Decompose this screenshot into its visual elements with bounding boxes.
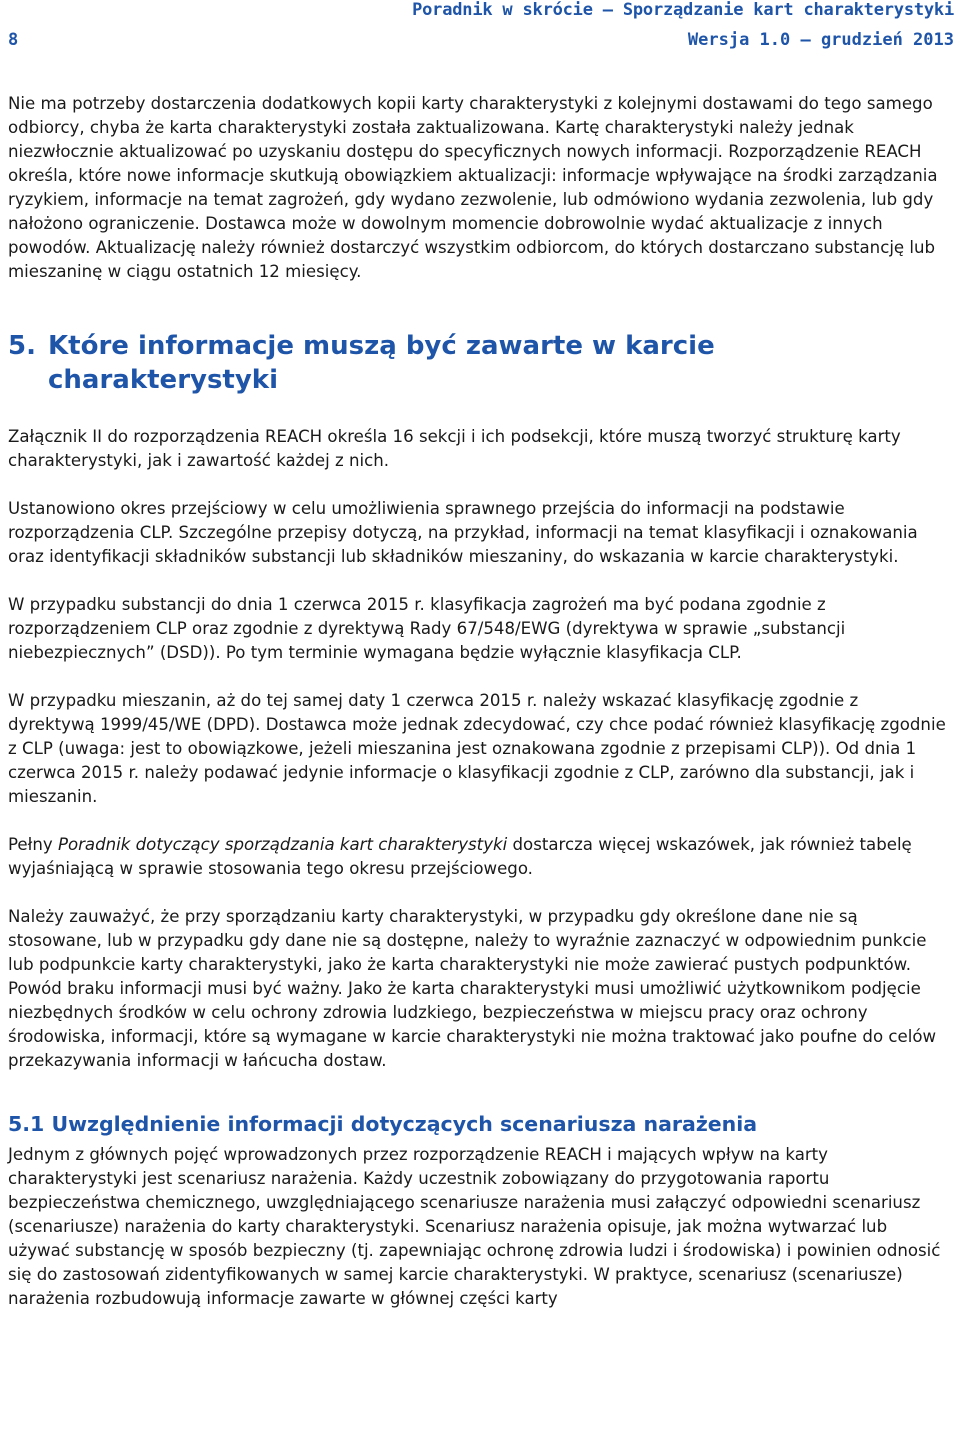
document-body [8,92,946,1311]
section-5-heading [8,329,946,397]
intro-paragraph: Nie ma potrzeby dostarczenia dodatkowych kopii karty charakterystyki z kolejnymi dostawami do tego samego odbiorcy, chyba że karta charakterystyki została zaktualizowana. Kartę charakterystyki należy jednak niezwłocznie aktualizować po uzyskaniu dostępu do specyficznych nowych informacji. Rozporządzenie REACH określa, które nowe informacje skutkują obowiązkiem aktualizacji: informacje wpływające na środki zarządzania ryzykiem, informacje na temat zagrożeń, gdy wydano zezwolenie, lub odmówiono wydania zezwolenia, lub gdy nałożono ograniczenie. Dostawca może w dowolnym momencie dobrowolnie wydać aktualizacje z innych powodów. Aktualizację należy również dostarczyć wszystkim odbiorcom, do których dostarczano substancję lub mieszaninę w ciągu ostatnich 12 miesięcy. [8,94,938,281]
section-5-paragraph-1: Załącznik II do rozporządzenia REACH określa 16 sekcji i ich podsekcji, które muszą tworzyć strukturę karty charakterystyki, jak i zawartość każdej z nich. [8,427,901,470]
guide-title-italic: Poradnik dotyczący sporządzania kart charakterystyki [57,835,508,854]
section-5-1-number: 5.1 [8,1112,45,1136]
guide-suffix: dostarcza więcej wskazówek, jak również tabelę wyjaśniającą w sprawie stosowania tego okresu przejściowego. [8,835,912,878]
version-label: Wersja 1.0 – grudzień 2013 [687,30,954,50]
section-5-number: 5. [8,331,36,361]
section-5-1-heading [8,1109,946,1139]
section-5-paragraph-4: W przypadku mieszanin, aż do tej samej daty 1 czerwca 2015 r. należy wskazać klasyfikację zgodnie z dyrektywą 1999/45/WE (DPD). Dostawca może jednak zdecydować, czy chce podać również klasyfikację zgodnie z CLP (uwaga: jest to obowiązkowe, jeżeli mieszanina jest oznakowana zgodnie z przepisami CLP)). Od dnia 1 czerwca 2015 r. należy podawać jedynie informacje o klasyfikacji zgodnie z CLP, zarówno dla substancji, jak i mieszanin. [8,691,946,806]
section-5-title: Które informacje muszą być zawarte w karcie charakterystyki [48,331,715,395]
section-5-1-paragraph: Jednym z głównych pojęć wprowadzonych przez rozporządzenie REACH i mających wpływ na karty charakterystyki jest scenariusz narażenia. Każdy uczestnik zobowiązany do przygotowania raportu bezpieczeństwa chemicznego, uwzględniającego scenariusze narażenia musi załączyć odpowiedni scenariusz (scenariusze) narażenia do karty charakterystyki. Scenariusz narażenia opisuje, jak można wytwarzać lub używać substancję w sposób bezpieczny (tj. zapewniając ochronę zdrowia ludzi i środowiska) i powinien odnosić się do zastosowań zidentyfikowanych w samej karcie charakterystyki. W praktyce, scenariusz (scenariusze) narażenia rozbudowują informacje zawarte w głównej części karty [8,1145,941,1308]
guide-prefix: Pełny [8,835,58,854]
section-5-paragraph-3: W przypadku substancji do dnia 1 czerwca 2015 r. klasyfikacja zagrożeń ma być podana zgodnie z rozporządzeniem CLP oraz zgodnie z dyrektywą Rady 67/548/EWG (dyrektywa w sprawie „substancji niebezpiecznych” (DSD)). Po tym terminie wymagana będzie wyłącznie klasyfikacja CLP. [8,595,846,662]
header-title: Poradnik w skrócie – Sporządzanie kart charakterystyki [412,0,954,20]
section-5-1-title: Uwzględnienie informacji dotyczących scenariusza narażenia [51,1112,758,1136]
guide-paragraph [8,833,946,881]
section-5-paragraph-2: Ustanowiono okres przejściowy w celu umożliwienia sprawnego przejścia do informacji na podstawie rozporządzenia CLP. Szczególne przepisy dotyczą, na przykład, informacji na temat klasyfikacji i oznakowania oraz identyfikacji składników substancji lub składników mieszaniny, do wskazania w karcie charakterystyki. [8,499,918,566]
page-number: 8 [8,30,19,50]
section-5-last-paragraph: Należy zauważyć, że przy sporządzaniu karty charakterystyki, w przypadku gdy określone dane nie są stosowane, lub w przypadku gdy dane nie są dostępne, należy to wyraźnie zaznaczyć w odpowiednim punkcie lub podpunkcie karty charakterystyki, jako że karta charakterystyki nie może zawierać pustych podpunktów. Powód braku informacji musi być ważny. Jako że karta charakterystyki musi umożliwić użytkownikom podjęcie niezbędnych środków w celu ochrony zdrowia ludzkiego, bezpieczeństwa w miejscu pracy oraz ochrony środowiska, informacji, które są wymagane w karcie charakterystyki nie można traktować jako poufne do celów przekazywania informacji w łańcucha dostaw. [8,907,937,1070]
header-bar [8,30,954,50]
